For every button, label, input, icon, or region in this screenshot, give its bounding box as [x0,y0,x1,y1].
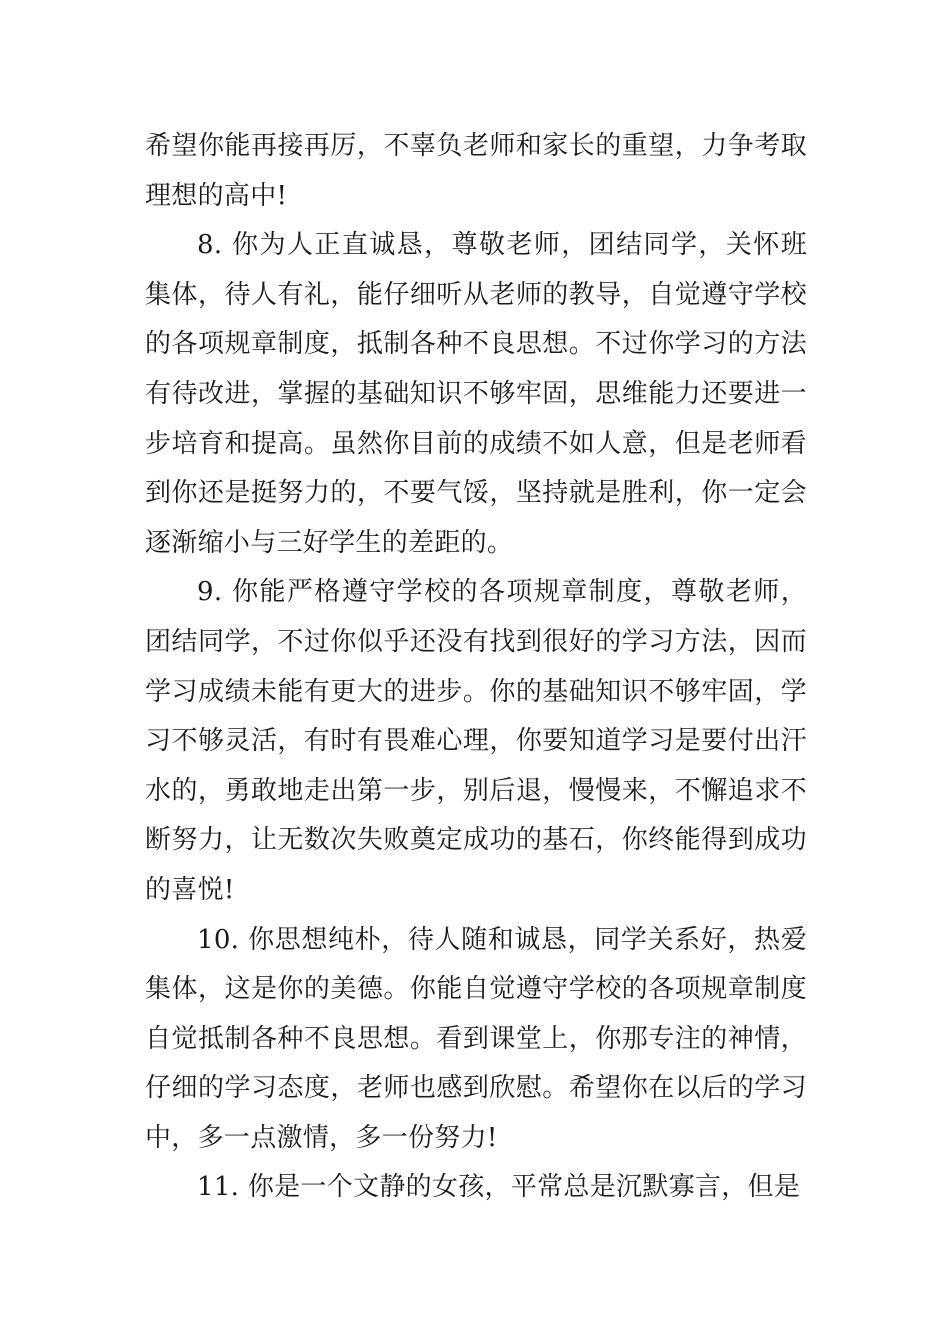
paragraph-comment-10: 10. 你思想纯朴，待人随和诚恳，同学关系好，热爱集体，这是你的美德。你能自觉遵守学校的各项规章制度自觉抵制各种不良思想。看到课堂上，你那专注的神情，仔细的学习态度，老师也感到欣慰。希望你在以后的学习中，多一点激情，多一份努力! [145,924,807,1153]
document-body [145,122,807,1213]
paragraph-continuation: 希望你能再接再厉，不辜负老师和家长的重望，力争考取理想的高中! [145,131,807,211]
paragraph-comment-11: 11. 你是一个文静的女孩，平常总是沉默寡言，但是 [197,1172,801,1203]
paragraph-comment-8: 8. 你为人正直诚恳，尊敬老师，团结同学，关怀班集体，待人有礼，能仔细听从老师的教导，自觉遵守学校的各项规章制度，抵制各种不良思想。不过你学习的方法有待改进，掌握的基础知识不够牢固，思维能力还要进一步培育和提高。虽然你目前的成绩不如人意，但是老师看到你还是挺努力的，不要气馁，坚持就是胜利，你一定会逐渐缩小与三好学生的差距的。 [145,230,807,558]
paragraph-comment-9: 9. 你能严格遵守学校的各项规章制度，尊敬老师，团结同学，不过你似乎还没有找到很好的学习方法，因而学习成绩未能有更大的进步。你的基础知识不够牢固，学习不够灵活，有时有畏难心理，你要知道学习是要付出汗水的，勇敢地走出第一步，别后退，慢慢来，不懈追求不断努力，让无数次失败奠定成功的基石，你终能得到成功的喜悦! [145,577,807,905]
